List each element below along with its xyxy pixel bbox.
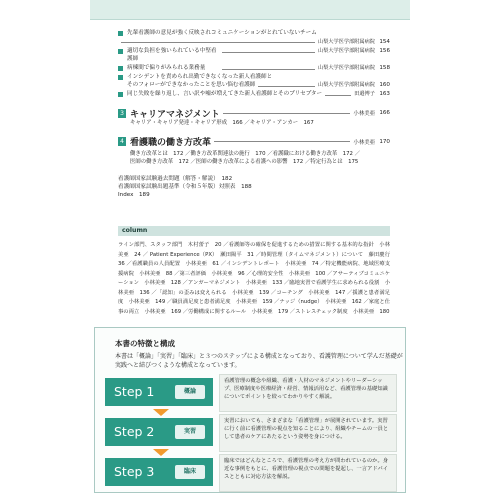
section-3-heading [118, 107, 390, 120]
exam-line: 看護師国家試験出題基準（令和５年版）対照表 188 [118, 184, 252, 191]
bullet-square-icon [118, 75, 123, 80]
toc-item [118, 74, 390, 81]
toc-item [118, 48, 390, 63]
section-number-badge: 4 [118, 137, 126, 146]
toc-item-source-line [118, 39, 390, 46]
section-author: 小林美亜 [353, 111, 375, 118]
column-text: ライン部門、スタッフ部門 木村蕾子 20 ／看護師等の確保を促進するための措置に関する基本的な指針 小林美亜 24 ／ Patient Experience（PX） 瀬田陽平 31 ／時間管理（タイムマネジメント）について 藤田慶行 36 ／看護職員の人員配置 小林美亜 61 ／インシデントレポート 小林美亜 74 ／特定機能病院、地域医療支援病院 小林美亜 88 ／第三者評価 小林美亜 96 ／心理的安全性 小林美亜 100 ／アサーティブコミュニケーション 小林美亜 128 ／アンガーマネジメント 小林美亜 133 ／臨地実習で看護学生に求められる役割 小林美亜 136 ／「認知」の歪みは変えられる 小林美亜 139 ／コーチング 小林美亜 147 ／援護と患者満足度 小林美亜 149 ／職員満足度と患者満足度 小林美亜 159 ／ナッジ（nudge） 小林美亜 162 ／家庭と仕事の両立 小林美亜 169 ／労働構成に関するルール 小林美亜 179 ／ストレスチェック制度 小林美亜 180 [118, 242, 396, 315]
section-author: 小林美亜 [353, 139, 375, 146]
step-pill: 実習 [175, 425, 205, 439]
step-label: Step 2 [114, 424, 155, 439]
toc-item-page: 160 [379, 81, 390, 88]
toc-item-title: 適切な負担を強いられている中堅看護師 [127, 48, 217, 62]
index-line: Index 189 [118, 191, 150, 198]
bullet-square-icon [118, 49, 123, 54]
features-title: 本書の特徴と構成 [115, 339, 175, 348]
leader-line [222, 52, 314, 53]
top-header-band [90, 0, 410, 20]
toc-item-page: 154 [379, 39, 390, 46]
toc-item-source: 山梨大学医学部附属病院 [317, 65, 376, 72]
section-subtopics: 働き方改革とは 172 ／働き方改革関連法の施行 170 ／看護職における働き方改革 172 ／ [130, 151, 361, 158]
leader-line [325, 95, 351, 96]
section-number-badge: 3 [118, 109, 126, 118]
toc-content [118, 30, 390, 199]
exam-list [118, 176, 390, 199]
toc-item-page: 163 [379, 91, 390, 98]
toc-item [118, 91, 390, 98]
section-subtopics: キャリア・キャリア発達・キャリア形成 166 ／キャリア・アンカー 167 [130, 119, 314, 126]
down-arrow-icon [153, 449, 169, 456]
features-box [94, 327, 406, 493]
leader-line [223, 113, 351, 114]
toc-item [118, 30, 390, 37]
bullet-square-icon [118, 92, 123, 97]
toc-item-page: 158 [379, 65, 391, 72]
bullet-square-icon [118, 66, 123, 71]
step-description: 臨床ではどんなところで、看護管理の考え方が問われているのか。身近な事例をもとに、看護管理の視点での問題を提起し、一言アドバイスとともに対応方法を解説。 [219, 454, 397, 492]
toc-item-title: 同じ失敗を繰り返し、言い訳や嘘が増えてきた新人看護師とそのプリセプター [127, 91, 323, 98]
toc-item-page: 156 [379, 48, 391, 55]
leader-line [258, 86, 315, 87]
step-2 [105, 418, 213, 446]
section-4-heading [118, 135, 390, 148]
toc-item-source: 山梨大学医学部附属病院 [317, 48, 376, 55]
step-label: Step 3 [114, 464, 155, 479]
down-arrow-icon [153, 409, 169, 416]
step-pill: 概論 [175, 385, 205, 399]
section-title: キャリアマネジメント [130, 109, 220, 120]
section-subtopics: 医師の働き方改革 172 ／医師の働き方改革による看護への影響 172 ／特定行為とは 175 [130, 158, 359, 165]
toc-item-source: 田邉博子 [354, 91, 375, 98]
toc-item-source: 山梨大学医学部附属病院 [317, 81, 375, 88]
section-page: 170 [379, 138, 390, 145]
bullet-square-icon [118, 31, 123, 36]
toc-item-title: 先輩看護師の意見が強く反映されコミュニケーションがとれていないチーム [127, 30, 317, 36]
section-page: 166 [379, 110, 390, 117]
column-heading: column [118, 226, 390, 236]
leader-line [214, 141, 350, 142]
section-title: 看護職の働き方改革 [130, 138, 212, 149]
features-intro: 本書は「概論」「実習」「臨床」と３つのステップによる構成となっており、看護管理について学んだ基礎が実践へと結びつくような構成となっています。 [115, 353, 403, 369]
toc-item-continued [118, 82, 390, 89]
leader-line [121, 42, 315, 43]
exam-line: 看護師国家試験過去問題（解答・解説） 182 [118, 176, 233, 183]
step-3 [105, 458, 213, 486]
toc-item-title: 病棟間で偏りがみられる業務量 [127, 65, 206, 72]
step-pill: 臨床 [175, 465, 205, 479]
toc-item-title: そのフォローができなかったことを思い悩む看護師 [127, 81, 256, 88]
step-1 [105, 378, 213, 406]
toc-item-source: 山梨大学医学部附属病院 [317, 39, 375, 46]
step-description: 看護管理の概念や組織、看護・人材のマネジメントやリーダーシップ、医療制度や医療経済・経営、情報活用など、看護管理の基礎知識についてポイントを絞ってわかりやすく解説。 [219, 374, 397, 412]
toc-item-title: インシデントを責められ出勤できなくなった新人看護師と [127, 74, 273, 81]
leader-line [222, 69, 314, 70]
step-description: 実習においても、さまざまな「看護管理」が展開されています。実習に行く前に看護管理の視点を知ることにより、組織やチームの一員として患者のケアにあたるという姿勢を身につける。 [219, 414, 397, 452]
step-label: Step 1 [114, 384, 155, 399]
toc-item [118, 65, 390, 72]
